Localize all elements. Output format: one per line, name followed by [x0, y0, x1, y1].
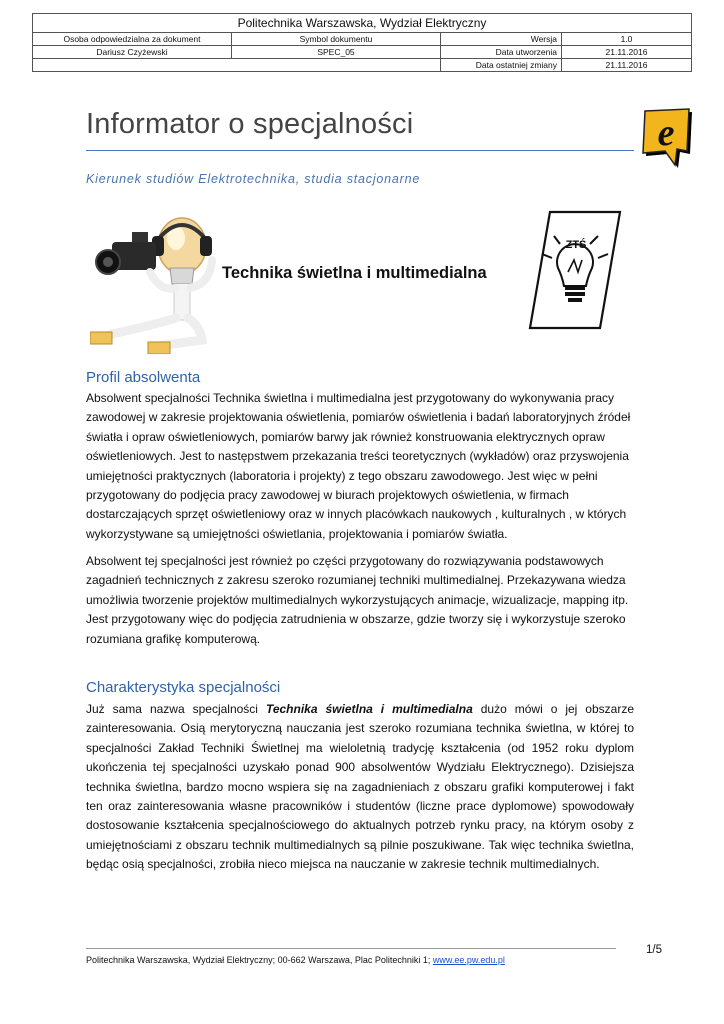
header-created-label: Data utworzenia [441, 46, 562, 59]
header-col-symbol: Symbol dokumentu [232, 33, 441, 46]
characteristics-paragraph [86, 700, 634, 875]
profile-paragraph-1: Absolwent specjalności Technika świetlna i multimedialna jest przygotowany do wykonywania pracy zawodowej w zakresie projektowania oświetlenia, pomiarów oświetlenia i badań laboratoryjnych źródeł światła i opraw oświetleniowych, pomiarów barwy jak również konstruowania elektrycznych opraw oświetleniowych. Jest to następstwem przekazania treści teoretycznych (wykładów) oraz przyswojenia umiejętności praktycznych (laboratoria i projekty) z tego obszaru zawodowego. Jest więc w pełni przygotowany do podjęcia pracy zawodowej w biurach projektowych oświetlenia, w firmach dostarczających sprzęt oświetleniowy oraz w innych placówkach naukowych , kulturalnych , w których wykorzystywane są umiejętności oświetlania, projektowania i pomiarów światła. [86, 391, 631, 541]
header-col-responsible: Osoba odpowiedzialna za dokument [33, 33, 232, 46]
header-responsible: Dariusz Czyżewski [33, 46, 232, 59]
header-version: 1.0 [562, 33, 692, 46]
footer-website-link[interactable]: www.ee.pw.edu.pl [432, 955, 505, 965]
document-subtitle: Kierunek studiów Elektrotechnika, studia stacjonarne [86, 172, 421, 186]
zts-lamp-logo [528, 210, 622, 330]
footer-rule [86, 948, 616, 949]
char-text-start: Już sama nazwa specjalności [86, 702, 266, 716]
zts-label: ZTŚ [565, 239, 587, 251]
char-text-rest: dużo mówi o jej obszarze zainteresowania. Osią merytoryczną nauczania jest szeroko rozumiana technika świetlna, w której to specjalności Zakład Techniki Świetlnej ma wieloletnią tradycję kształcenia (od 1952 roku dyplom ukończenia tej specjalności uzyskało ponad 900 absolwentów Wydziału Elektrycznego). Dzisiejsza technika świetlna, bardzo mocno wspiera się na zagadnieniach z obszaru grafiki komputerowej i fakt ten oraz zainteresowania własne pracowników i studentów (liczne prace dyplomowe) spowodowały dostosowanie kształcenia specjalnościowego do aktualnych potrzeb rynku pracy, na którym osoby z umiejętnościami z obszaru technik multimedialnych są pilnie poszukiwane. Tak więc technika świetlna, będąc osią specjalności, zrobiła nieco miejsca na nauczanie w zakresie technik multimedialnych. [86, 702, 634, 872]
document-title: Informator o specjalności [86, 108, 414, 140]
header-symbol: SPEC_05 [232, 46, 441, 59]
header-created: 21.11.2016 [562, 46, 692, 59]
logo-letter: e [657, 112, 675, 154]
header-modified: 21.11.2016 [562, 59, 692, 72]
header-table [32, 13, 692, 72]
profile-paragraph-2: Absolwent tej specjalności jest również po części przygotowany do rozwiązywania podstawowych zagadnień technicznych z zakresu szeroko rozumianej techniki multimedialnej. Przekazywana wiedza umożliwia tworzenie projektów multimedialnych wykorzystujących animacje, wizualizacje, mapping itp. Jest przygotowany więc do podjęcia zatrudnienia w obszarze, gdzie tworzy się i wykorzystuje szeroko rozumiana grafikę komputerową. [86, 554, 629, 646]
char-text-emphasis: Technika świetlna i multimedialna [265, 702, 473, 716]
specialty-name: Technika świetlna i multimedialna [222, 264, 487, 282]
footer-address [86, 955, 505, 965]
page-number: 1/5 [646, 944, 662, 956]
header-modified-label: Data ostatniej zmiany [441, 59, 562, 72]
lightbulb-figure-illustration [90, 208, 220, 354]
footer-address-text: Politechnika Warszawska, Wydział Elektryczny; 00-662 Warszawa, Plac Politechniki 1; [86, 955, 433, 965]
title-underline [86, 150, 634, 151]
faculty-logo [640, 108, 700, 172]
header-col-version: Wersja [441, 33, 562, 46]
profile-heading: Profil absolwenta [86, 369, 201, 386]
header-org: Politechnika Warszawska, Wydział Elektryczny [33, 14, 692, 33]
characteristics-heading: Charakterystyka specjalności [86, 679, 281, 696]
